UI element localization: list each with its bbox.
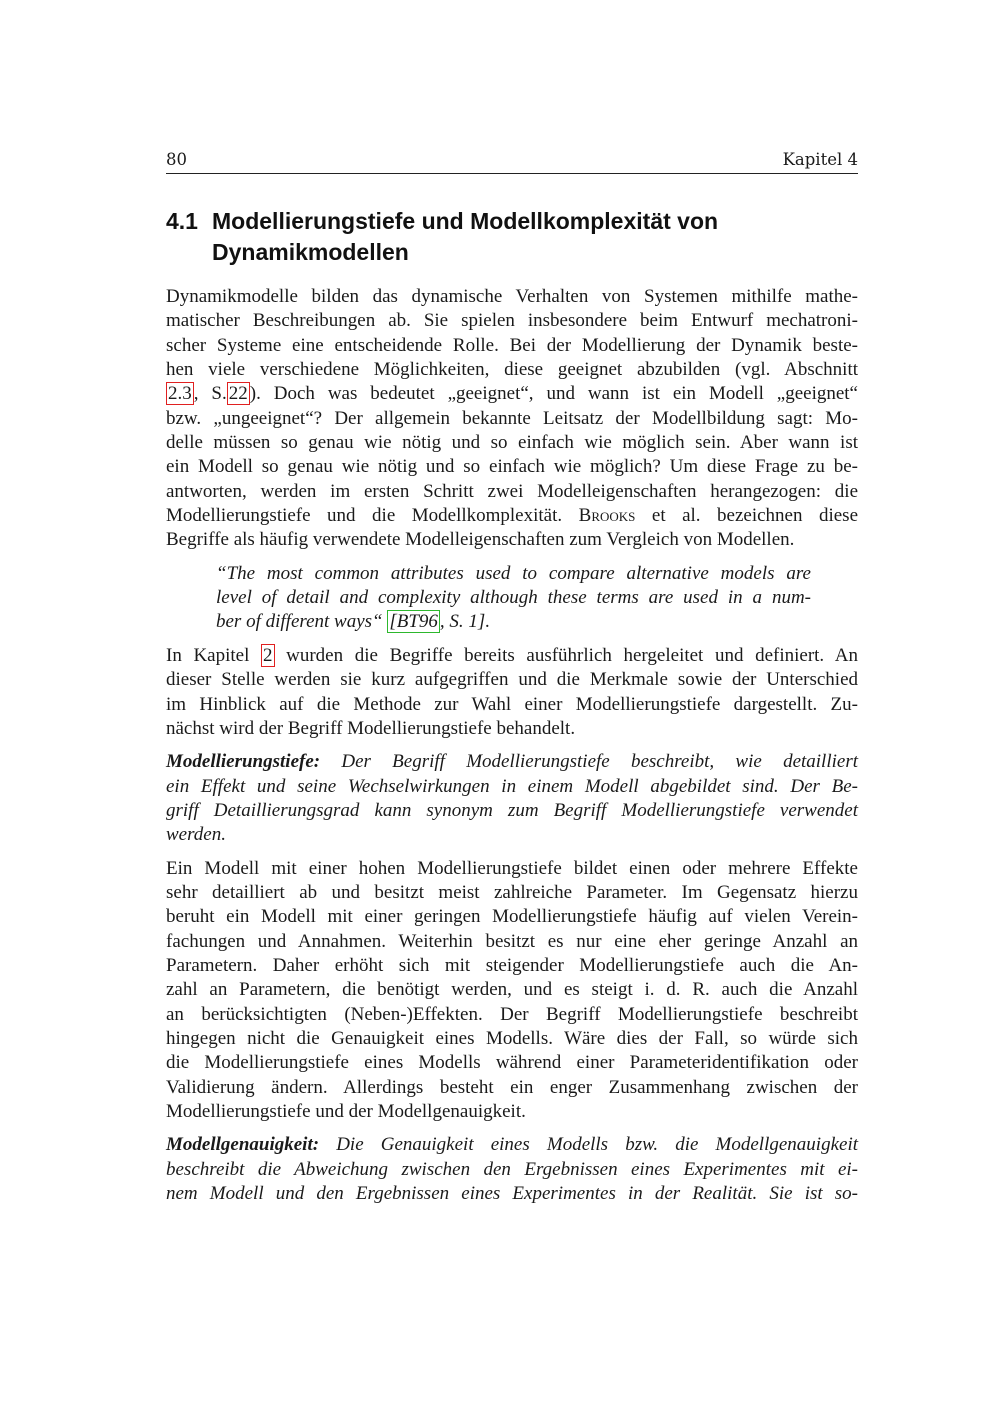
paragraph-modellierungstiefe (166, 857, 858, 1125)
text-fragment: Der Begriff Modellierungstiefe beschreibt, wie detailliert (341, 751, 858, 773)
text-line: die Modellierungstiefe eines Modells während einer Parameteridentifikation oder (166, 1052, 858, 1074)
text-fragment: ber of different ways“ (216, 611, 383, 633)
text-line: an berücksichtigten (Neben-)Effekten. Der Begriff Modellierungstiefe beschreibt (166, 1003, 858, 1025)
text-line: ein Modell so genau wie nötig und so einfach wie möglich? Um diese Frage zu be- (166, 456, 858, 478)
quote-line: “The most common attributes used to compare alternative models are (216, 562, 811, 584)
text-line: nächst wird der Begriff Modellierungstiefe behandelt. (166, 717, 576, 739)
text-fragment: , S. 1]. (439, 611, 491, 633)
text-line: delle müssen so genau wie nötig und so einfach wie möglich sein. Aber wann ist (166, 432, 858, 454)
text-line: bzw. „ungeeignet“? Der allgemein bekannte Leitsatz der Modellbildung sagt: Mo- (166, 407, 858, 429)
definition-modellierungstiefe (166, 750, 858, 847)
text-line (166, 750, 858, 774)
text-line: Parametern. Daher erhöht sich mit steigender Modellierungstiefe auch die An- (166, 954, 858, 976)
section-title-line-2: Dynamikmodellen (212, 239, 409, 265)
quote-line (216, 610, 811, 634)
block-quote (216, 562, 811, 635)
section-number: 4.1 (166, 208, 198, 234)
section-heading (166, 206, 858, 268)
text-fragment: In Kapitel (166, 644, 250, 666)
text-line: Begriffe als häufig verwendete Modelleigenschaften zum Vergleich von Modellen. (166, 529, 795, 551)
text-line (166, 644, 858, 668)
text-line: zahl an Parametern, die benötigt werden, und es steigt i. d. R. auch die Anzahl (166, 979, 858, 1001)
text-fragment: , S. (193, 383, 227, 405)
text-fragment: ). Doch was bedeutet „geeignet“, und wann ist ein Modell „geeignet“ (249, 383, 858, 405)
text-line: beruht ein Modell mit einer geringen Modellierungstiefe häufig auf vielen Verein- (166, 906, 858, 928)
text-line: scher Systeme eine entscheidende Rolle. Bei der Modellierung der Dynamik beste- (166, 334, 858, 356)
text-line: Ein Modell mit einer hohen Modellierungstiefe bildet einen oder mehrere Effekte (166, 857, 858, 879)
text-line: im Hinblick auf die Methode zur Wahl einer Modellierungstiefe dargestellt. Zu- (166, 693, 858, 715)
text-fragment: et al. bezeichnen diese (651, 505, 859, 527)
text-line: antworten, werden im ersten Schritt zwei Modelleigenschaften herangezogen: die (166, 480, 858, 502)
section-ref-link[interactable]: 2.3 (168, 383, 192, 405)
text-fragment: Die Genauigkeit eines Modells bzw. die Modellgenauigkeit (336, 1134, 858, 1156)
text-line: fachungen und Annahmen. Weiterhin besitzt es nur eine eher geringe Anzahl an (166, 930, 858, 952)
body-text (166, 285, 858, 1215)
citation-link[interactable]: [BT96 (389, 611, 438, 633)
page-ref-link[interactable]: 22 (228, 383, 248, 405)
page-number: 80 (166, 150, 187, 169)
text-line: griff Detaillierungsgrad kann synonym zum Begriff Modellierungstiefe verwendet (166, 799, 858, 821)
running-header (166, 150, 858, 174)
text-line: matischer Beschreibungen ab. Sie spielen insbesondere beim Entwurf mechatroni- (166, 310, 858, 332)
text-line (166, 504, 858, 528)
text-line: Dynamikmodelle bilden das dynamische Verhalten von Systemen mithilfe mathe- (166, 286, 858, 307)
definition-term: Modellierungstiefe: (166, 751, 321, 773)
text-fragment: wurden die Begriffe bereits ausführlich hergeleitet und definiert. An (286, 644, 858, 666)
text-line: hen viele verschiedene Möglichkeiten, diese geeignet abzubilden (vgl. Abschnitt (166, 359, 858, 381)
text-line (166, 382, 858, 406)
text-line: dieser Stelle werden sie kurz aufgegriffen und die Merkmale sowie der Unterschied (166, 669, 858, 691)
paragraph-intro (166, 285, 858, 553)
text-line: sehr detailliert ab und besitzt meist zahlreiche Parameter. Im Gegensatz hierzu (166, 881, 858, 903)
text-line: Modellierungstiefe und der Modellgenauigkeit. (166, 1101, 526, 1122)
author-name: Brooks (578, 505, 636, 527)
quote-line: level of detail and complexity although these terms are used in a num- (216, 587, 811, 609)
definition-term: Modellgenauigkeit: (166, 1134, 320, 1156)
text-line: Validierung ändern. Allerdings besteht ein enger Zusammenhang zwischen der (166, 1076, 858, 1098)
text-line (166, 1133, 858, 1157)
definition-modellgenauigkeit (166, 1133, 858, 1206)
paragraph-chapter-ref (166, 644, 858, 741)
text-fragment: Modellierungstiefe und die Modellkomplexität. (166, 505, 563, 527)
section-title-line-1: Modellierungstiefe und Modellkomplexität von (212, 208, 719, 234)
chapter-ref-link[interactable]: 2 (263, 644, 273, 666)
text-line: beschreibt die Abweichung zwischen den Ergebnissen eines Experimentes mit ei- (166, 1158, 858, 1180)
text-line: nem Modell und den Ergebnissen eines Experimentes in der Realität. Sie ist so- (166, 1183, 858, 1205)
text-line: werden. (166, 824, 226, 846)
text-line: hingegen nicht die Genauigkeit eines Modells. Wäre dies der Fall, so würde sich (166, 1027, 858, 1049)
chapter-label: Kapitel 4 (782, 150, 858, 169)
text-line: ein Effekt und seine Wechselwirkungen in einem Modell abgebildet sind. Der Be- (166, 775, 858, 797)
